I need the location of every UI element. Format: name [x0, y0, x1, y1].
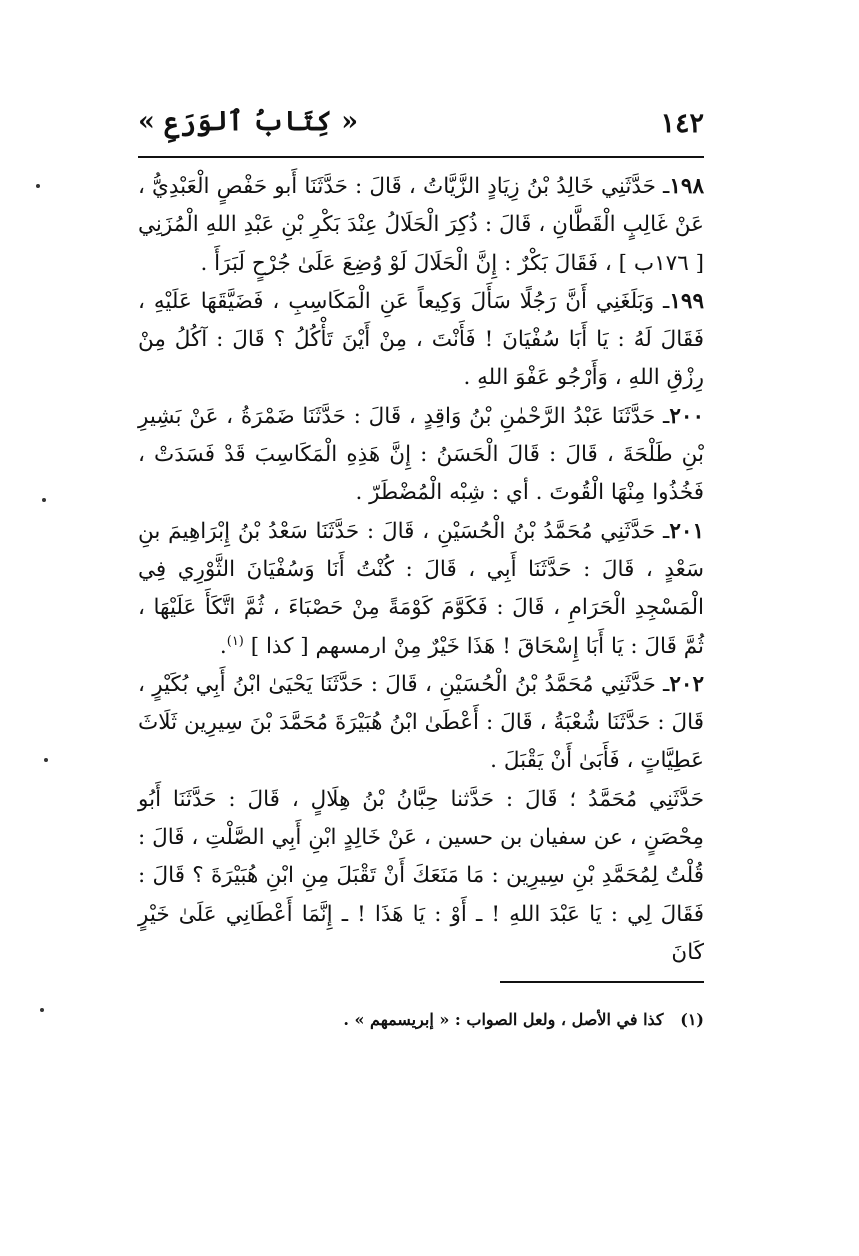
- scan-speck: [44, 758, 48, 762]
- running-title: « كِتَابُ ٱلوَرَعِ »: [138, 106, 359, 137]
- hadith-entry-199: [138, 283, 704, 398]
- entry-text: حَدَّثَنِي مُحَمَّدُ ؛ قَالَ : حَدَّثنا حِبَّانُ بْنُ هِلَالٍ ، قَالَ : حَدَّثَنَا أَبُو مِحْصَنٍ ، عن سفيان بن حسين ، عَنْ خَالِدٍ ابْنِ أَبِي الصَّلْتِ ، قَالَ : قُلْتُ لِمُحَمَّدِ بْنِ سِيرِين : مَا مَنَعَكَ أَنْ تَقْبَلَ مِنِ ابْنِ هُبَيْرَةَ ؟ قَالَ : فَقَالَ لِي : يَا عَبْدَ اللهِ ! ـ أَوْ : يَا هَذَا ! ـ إِنَّمَا أَعْطَانِي عَلَىٰ خَيْرٍ كَانَ: [138, 786, 704, 965]
- hadith-entry-198: [138, 168, 704, 283]
- main-text: [138, 168, 704, 972]
- scan-speck: [40, 1008, 44, 1012]
- hadith-entry-201: [138, 513, 704, 666]
- entry-number: ١٩٨: [669, 174, 704, 199]
- footnote-text: كذا في الأصل ، ولعل الصواب : « إبريسمهم » .: [343, 1010, 664, 1029]
- entry-number: ١٩٩: [669, 288, 704, 314]
- page-number: ١٤٢: [660, 108, 704, 139]
- scan-speck: [42, 498, 46, 502]
- entry-text: ـ حَدَّثَنَا عَبْدُ الرَّحْمٰنِ بْنُ وَاقِدٍ ، قَالَ : حَدَّثَنَا ضَمْرَةُ ، عَنْ بَشِيرِ بْنِ طَلْحَةَ ، قَالَ : قَالَ الْحَسَنُ : إِنَّ هَذِهِ الْمَكَاسِبَ قَدْ فَسَدَتْ ، فَخُذُوا مِنْهَا الْقُوتَ . أي : شِبْه الْمُضْطَرّ .: [138, 403, 704, 506]
- hadith-entry-202: [138, 666, 704, 781]
- footnote-number: (١): [680, 1010, 704, 1029]
- entry-number: ٢٠٢: [669, 671, 704, 697]
- entry-tail: .: [219, 633, 227, 659]
- entry-number: ٢٠١: [669, 518, 704, 544]
- footnote-marker[interactable]: (١): [226, 633, 244, 649]
- entry-number: ٢٠٠: [669, 403, 704, 429]
- header-rule: [138, 156, 704, 158]
- page-header: [138, 102, 704, 148]
- entry-text: ـ حَدَّثَنِي مُحَمَّدُ بْنُ الْحُسَيْنِ ، قَالَ : حَدَّثَنَا يَحْيَىٰ ابْنُ أَبِي بُكَيْرٍ ، قَالَ : حَدَّثَنَا شُعْبَةُ ، قَالَ : أَعْطَىٰ ابْنُ هُبَيْرَةَ مُحَمَّدَ بْنَ سِيرِين ثَلَاثَ عَطِيَّاتٍ ، فَأَبَىٰ أَنْ يَقْبَلَ .: [138, 671, 704, 774]
- hadith-continuation: [138, 781, 704, 972]
- entry-text: ـ وَبَلَغَنِي أَنَّ رَجُلًا سَأَلَ وَكِيعاً عَنِ الْمَكَاسِبِ ، فَضَيَّقَهَا عَلَيْهِ ، فَقَالَ لَهُ : يَا أَبَا سُفْيَانَ ! فَأَنْتَ ، مِنْ أَيْنَ تَأْكُلُ ؟ قَالَ : آكُلُ مِنْ رِزْقِ اللهِ ، وَأَرْجُو عَفْوَ اللهِ .: [138, 288, 704, 391]
- scan-speck: [36, 184, 40, 188]
- entry-text: ـ حَدَّثَنِي خَالِدُ بْنُ زِيَادٍ الزَّيَّاتُ ، قَالَ : حَدَّثَنَا أَبو حَفْصٍ الْعَبْدِيُّ ، عَنْ غَالِبٍ الْقَطَّانِ ، قَالَ : ذُكِرَ الْحَلَالُ عِنْدَ بَكْرِ بْنِ عَبْدِ اللهِ الْمُزَنِي [ ١٧٦ب ] ، فَقَالَ بَكْرٌ : إِنَّ الْحَلَالَ لَوْ وُضِعَ عَلَىٰ جُرْحٍ لَبَرَأَ .: [138, 174, 704, 276]
- entry-text: ـ حَدَّثَنِي مُحَمَّدُ بْنُ الْحُسَيْنِ ، قَالَ : حَدَّثَنَا سَعْدُ بْنُ إِبْرَاهِيمَ بنِ سَعْدٍ ، قَالَ : حَدَّثَنَا أَبِي ، قَالَ : كُنْتُ أَنَا وَسُفْيَانَ الثَّوْرِي فِي الْمَسْجِدِ الْحَرَامِ ، قَالَ : فَكَوَّمَ كَوْمَةً مِنْ حَصْبَاءَ ، ثُمَّ اتَّكَأَ عَلَيْهَا ، ثُمَّ قَالَ : يَا أَبَا إِسْحَاقَ ! هَذَا خَيْرٌ مِنْ ارمسهم [ كذا ]: [138, 518, 704, 659]
- footnote: [200, 1010, 704, 1029]
- footnote-rule: [500, 981, 704, 983]
- hadith-entry-200: [138, 398, 704, 513]
